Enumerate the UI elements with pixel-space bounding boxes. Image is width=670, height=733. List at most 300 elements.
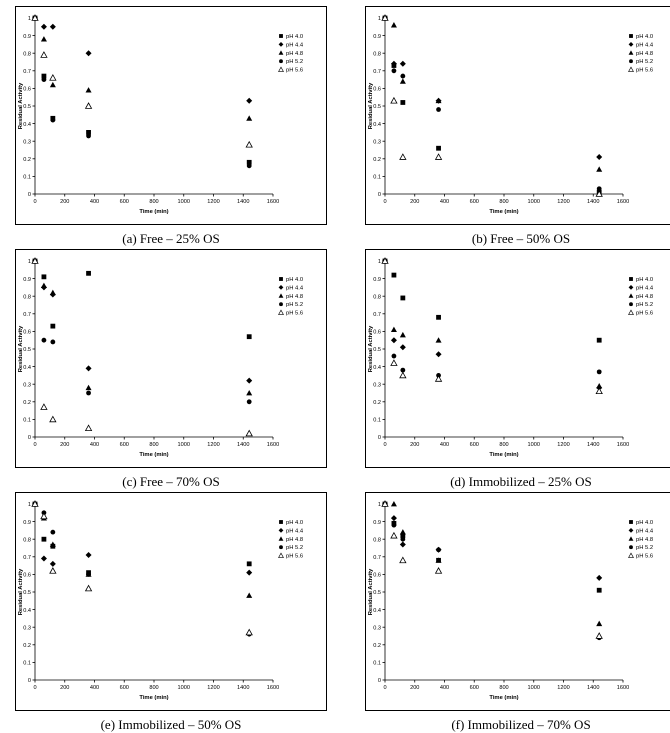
data-point [86,391,91,396]
x-tick-label: 1200 [557,199,570,205]
chart-caption: (c) Free – 70% OS [122,474,220,489]
x-axis-label: Time (min) [489,452,519,458]
x-tick-label: 1000 [177,199,190,205]
legend-label: pH 4.8 [286,50,304,57]
data-point [41,404,47,409]
x-tick-label: 200 [60,685,70,691]
scatter-chart [16,493,328,712]
x-tick-label: 1000 [177,442,190,448]
y-axis-label: Residual Activity [18,82,24,130]
data-point [436,315,441,320]
data-point [597,338,602,343]
x-tick-label: 400 [439,442,450,448]
legend-marker-shape [629,59,633,63]
y-tick-label: 0.2 [23,400,31,406]
data-point [86,585,92,590]
x-tick-label: 0 [383,685,387,691]
x-tick-label: 1200 [207,199,220,205]
legend-item [279,277,303,283]
legend-marker [279,528,284,533]
legend-marker-shape [629,528,634,533]
data-point [50,561,56,567]
y-tick-label: 0.6 [373,86,381,93]
legend-label: pH 4.8 [636,293,654,300]
x-tick-label: 200 [410,685,420,691]
data-point [596,154,602,160]
x-tick-label: 1600 [266,442,280,448]
y-tick-label: 0.4 [23,607,31,614]
legend-marker [629,545,633,549]
y-tick-label: 0.8 [23,294,31,301]
y-tick-label: 1 [377,502,381,509]
data-point [392,273,397,278]
data-point [391,22,397,27]
scatter-chart [366,493,670,712]
x-tick-label: 200 [410,199,420,205]
data-point [247,399,252,404]
y-tick-label: 0.6 [23,86,31,93]
data-point [400,529,406,534]
legend-item [629,42,654,48]
x-tick-label: 600 [469,442,479,448]
y-tick-label: 0.5 [23,347,31,354]
data-point [86,572,91,577]
legend-marker [279,293,284,297]
y-tick-label: 1 [377,259,381,266]
legend-marker-shape [279,277,283,281]
chart-panel-b [365,6,670,246]
x-tick-label: 800 [149,442,159,448]
x-tick-label: 1600 [266,685,280,691]
x-tick-label: 1000 [527,442,540,448]
y-tick-label: 0.3 [23,625,31,632]
legend-label: pH 4.0 [636,277,654,283]
chart-frame [365,6,670,225]
data-point [50,75,56,80]
data-point [436,351,442,357]
y-axis-label: Residual Activity [18,325,24,373]
legend-marker [629,42,634,47]
data-point [86,87,92,92]
legend-marker-shape [279,42,284,47]
legend-item [279,42,304,48]
legend-item [279,553,303,559]
data-point [400,557,406,562]
data-point [246,390,252,395]
legend-label: pH 5.6 [286,553,304,560]
y-tick-label: 0.9 [23,519,31,526]
data-point [86,103,92,108]
legend-item [629,528,654,534]
legend-marker-shape [279,528,284,533]
legend-marker-shape [279,553,284,557]
chart-frame [15,492,327,711]
x-tick-label: 200 [60,442,70,448]
legend-marker [279,302,283,306]
y-axis-label: Residual Activity [368,325,374,373]
chart-frame [15,249,327,468]
y-tick-label: 0 [27,435,31,442]
legend-label: pH 4.8 [636,50,654,57]
x-tick-label: 800 [499,685,509,691]
legend-label: pH 5.2 [636,59,654,66]
legend-item [279,536,303,542]
data-point [597,369,602,374]
data-point [400,332,406,337]
data-point [400,74,405,79]
legend-marker [629,59,633,63]
x-tick-label: 1400 [587,199,600,205]
data-point [41,283,47,288]
data-point [400,78,406,83]
x-tick-label: 0 [33,199,37,205]
data-point [246,115,252,120]
data-point [392,523,397,528]
chart-panel-a [15,6,327,246]
data-point [50,324,55,329]
legend-item [279,285,304,291]
legend-item [279,67,303,73]
scatter-chart [366,7,670,226]
legend-marker [629,302,633,306]
data-point [50,340,55,345]
legend-label: pH 4.4 [286,528,304,535]
legend-item [629,293,653,299]
x-axis-label: Time (min) [139,209,169,215]
x-tick-label: 0 [383,442,387,448]
y-tick-label: 0.9 [23,276,31,283]
legend-label: pH 4.0 [636,520,654,526]
legend-label: pH 4.4 [286,285,304,292]
y-tick-label: 0.3 [23,139,31,146]
chart-caption: (b) Free – 50% OS [471,231,571,246]
y-tick-label: 0.1 [373,660,381,667]
x-tick-label: 400 [439,199,450,205]
x-tick-label: 1400 [587,685,600,691]
data-point [436,547,441,552]
data-point [436,337,442,342]
legend-label: pH 5.6 [286,310,304,317]
legend-label: pH 4.0 [286,34,304,40]
chart-frame [365,492,670,711]
legend-marker [279,520,283,524]
legend-item [279,528,304,534]
legend-item [279,302,303,308]
data-point [400,541,406,547]
legend-item [629,285,654,291]
y-tick-label: 0.9 [23,33,31,40]
legend-marker [279,285,284,290]
y-tick-label: 0.9 [373,276,381,283]
x-axis-label: Time (min) [139,695,169,701]
chart-panel-e [15,492,327,732]
chart-frame [365,249,670,468]
legend-item [629,50,653,56]
data-point [391,501,397,506]
y-tick-label: 0 [377,678,381,685]
y-tick-label: 0.7 [373,312,381,318]
y-tick-label: 0.3 [373,625,381,632]
data-point [41,24,47,30]
data-point [391,515,397,521]
scatter-chart [16,250,328,469]
legend-item [629,536,653,542]
y-tick-label: 0.1 [373,417,381,424]
y-tick-label: 0.7 [23,555,31,561]
y-tick-label: 1 [27,259,31,266]
legend-item [279,520,303,526]
x-tick-label: 1200 [207,685,220,691]
legend-marker-shape [629,310,634,314]
data-point [391,327,397,332]
legend-marker [279,536,284,540]
data-point [86,271,91,276]
data-point [400,296,405,301]
data-point [596,575,602,581]
data-point [50,568,56,573]
data-point [86,552,92,558]
legend-marker [629,293,634,297]
y-tick-label: 0.7 [373,555,381,561]
y-tick-label: 0.5 [23,590,31,597]
legend-marker [629,285,634,290]
y-tick-label: 0.8 [23,537,31,544]
y-tick-label: 0.7 [23,312,31,318]
data-point [86,365,92,371]
legend-marker-shape [629,553,634,557]
x-tick-label: 1000 [177,685,190,691]
chart-caption: (e) Immobilized – 50% OS [100,717,242,732]
legend-marker [279,553,284,557]
data-point [596,621,602,626]
y-tick-label: 0.2 [373,643,381,649]
legend-item [629,67,653,73]
data-point [41,513,47,518]
legend-marker-shape [279,59,283,63]
legend-item [629,277,653,283]
legend-marker-shape [629,67,634,71]
x-tick-label: 0 [33,442,37,448]
data-point [596,166,602,171]
data-point [391,337,397,343]
y-tick-label: 0.4 [23,121,31,128]
data-point [391,533,397,538]
x-axis-label: Time (min) [139,452,169,458]
data-point [50,24,56,30]
scatter-chart [366,250,670,469]
data-point [247,561,252,566]
x-tick-label: 800 [499,442,509,448]
y-tick-label: 0.1 [373,174,381,181]
data-point [400,344,406,350]
y-tick-label: 0.6 [373,572,381,579]
y-tick-label: 0.3 [373,139,381,146]
x-tick-label: 1400 [237,199,250,205]
y-tick-label: 0.3 [23,382,31,389]
y-tick-label: 0.5 [23,104,31,111]
legend-label: pH 4.4 [636,285,654,292]
legend-label: pH 5.2 [636,545,654,552]
y-tick-label: 0.8 [373,537,381,544]
legend-label: pH 4.4 [286,42,304,49]
chart-caption: (d) Immobilized – 25% OS [450,474,592,489]
y-tick-label: 0.3 [373,382,381,389]
x-tick-label: 0 [33,685,37,691]
data-point [86,425,92,430]
legend-marker [279,310,284,314]
legend-marker-shape [279,545,283,549]
legend-item [279,34,303,40]
legend-marker-shape [629,277,633,281]
legend-marker [279,59,283,63]
data-point [42,537,47,542]
y-axis-label: Residual Activity [18,568,24,616]
x-tick-label: 1000 [527,685,540,691]
y-tick-label: 0.2 [23,643,31,649]
y-tick-label: 0 [377,192,381,199]
y-tick-label: 0.7 [373,69,381,75]
data-point [391,98,397,103]
y-tick-label: 0.8 [373,51,381,58]
legend-marker-shape [279,310,284,314]
legend-label: pH 5.6 [636,553,654,560]
data-point [400,100,405,105]
y-tick-label: 0.9 [373,519,381,526]
x-axis-label: Time (min) [489,209,519,215]
data-point [400,61,406,67]
legend-marker [629,50,634,54]
legend-marker [629,310,634,314]
y-tick-label: 0.4 [373,364,381,371]
legend-item [279,293,303,299]
data-point [246,378,252,384]
y-tick-label: 1 [27,502,31,509]
data-point [436,146,441,151]
legend-label: pH 4.4 [636,42,654,49]
legend-label: pH 5.2 [286,59,304,66]
data-point [50,290,56,295]
x-tick-label: 800 [499,199,509,205]
data-point [597,588,602,593]
legend-item [279,545,303,551]
y-tick-label: 1 [377,16,381,23]
legend-marker-shape [279,67,284,71]
data-point [596,388,602,393]
legend-item [279,50,303,56]
legend-marker [629,528,634,533]
y-tick-label: 0.2 [373,400,381,406]
legend-item [629,34,653,40]
legend-marker-shape [279,50,284,54]
legend-marker-shape [629,285,634,290]
legend-label: pH 5.2 [286,545,304,552]
x-tick-label: 1400 [237,442,250,448]
y-tick-label: 0.6 [23,572,31,579]
data-point [247,334,252,339]
x-tick-label: 200 [60,199,70,205]
legend-item [629,553,653,559]
x-tick-label: 1200 [557,442,570,448]
data-point [41,52,47,57]
legend-marker [279,50,284,54]
x-tick-label: 1600 [616,442,630,448]
legend-label: pH 5.2 [286,302,304,309]
chart-panel-f [365,492,670,732]
x-tick-label: 600 [119,199,129,205]
data-point [246,430,252,435]
y-tick-label: 0.4 [373,121,381,128]
legend-label: pH 5.2 [636,302,654,309]
x-tick-label: 1600 [266,199,280,205]
legend-label: pH 5.6 [636,310,654,317]
data-point [392,354,397,359]
data-point [50,530,55,535]
legend-marker-shape [629,545,633,549]
x-tick-label: 400 [439,685,450,691]
x-tick-label: 1400 [587,442,600,448]
y-tick-label: 0 [27,192,31,199]
data-point [246,142,252,147]
chart-caption: (f) Immobilized – 70% OS [451,717,591,732]
data-point [400,154,406,159]
chart-caption: (a) Free – 25% OS [122,231,220,246]
y-tick-label: 0.2 [23,157,31,163]
legend-label: pH 4.0 [286,277,304,283]
data-point [246,629,252,634]
x-tick-label: 600 [469,199,479,205]
x-tick-label: 1600 [616,685,630,691]
y-tick-label: 0.7 [23,69,31,75]
legend-marker-shape [629,34,633,38]
legend-marker [279,67,284,71]
y-tick-label: 1 [27,16,31,23]
legend-item [629,545,653,551]
x-tick-label: 1600 [616,199,630,205]
x-tick-label: 600 [469,685,479,691]
legend-marker-shape [279,34,283,38]
legend-marker-shape [279,302,283,306]
y-tick-label: 0 [377,435,381,442]
data-point [246,98,252,104]
data-point [41,556,47,562]
data-point [400,372,406,377]
x-tick-label: 800 [149,685,159,691]
legend-marker-shape [629,302,633,306]
y-tick-label: 0.8 [373,294,381,301]
data-point [436,107,441,112]
x-tick-label: 400 [89,442,100,448]
x-tick-label: 800 [149,199,159,205]
data-point [246,570,252,576]
legend-label: pH 5.6 [636,67,654,74]
legend-marker-shape [279,285,284,290]
data-point [50,82,56,87]
legend-marker-shape [629,520,633,524]
y-tick-label: 0.5 [373,347,381,354]
data-point [400,537,405,542]
data-point [86,134,91,139]
x-tick-label: 1400 [237,685,250,691]
legend-marker-shape [629,536,634,540]
legend-marker [279,277,283,281]
y-tick-label: 0.1 [23,417,31,424]
data-point [50,118,55,123]
legend-item [279,310,303,316]
data-point [392,68,397,73]
y-tick-label: 0.2 [373,157,381,163]
legend-marker [279,545,283,549]
data-point [50,416,56,421]
